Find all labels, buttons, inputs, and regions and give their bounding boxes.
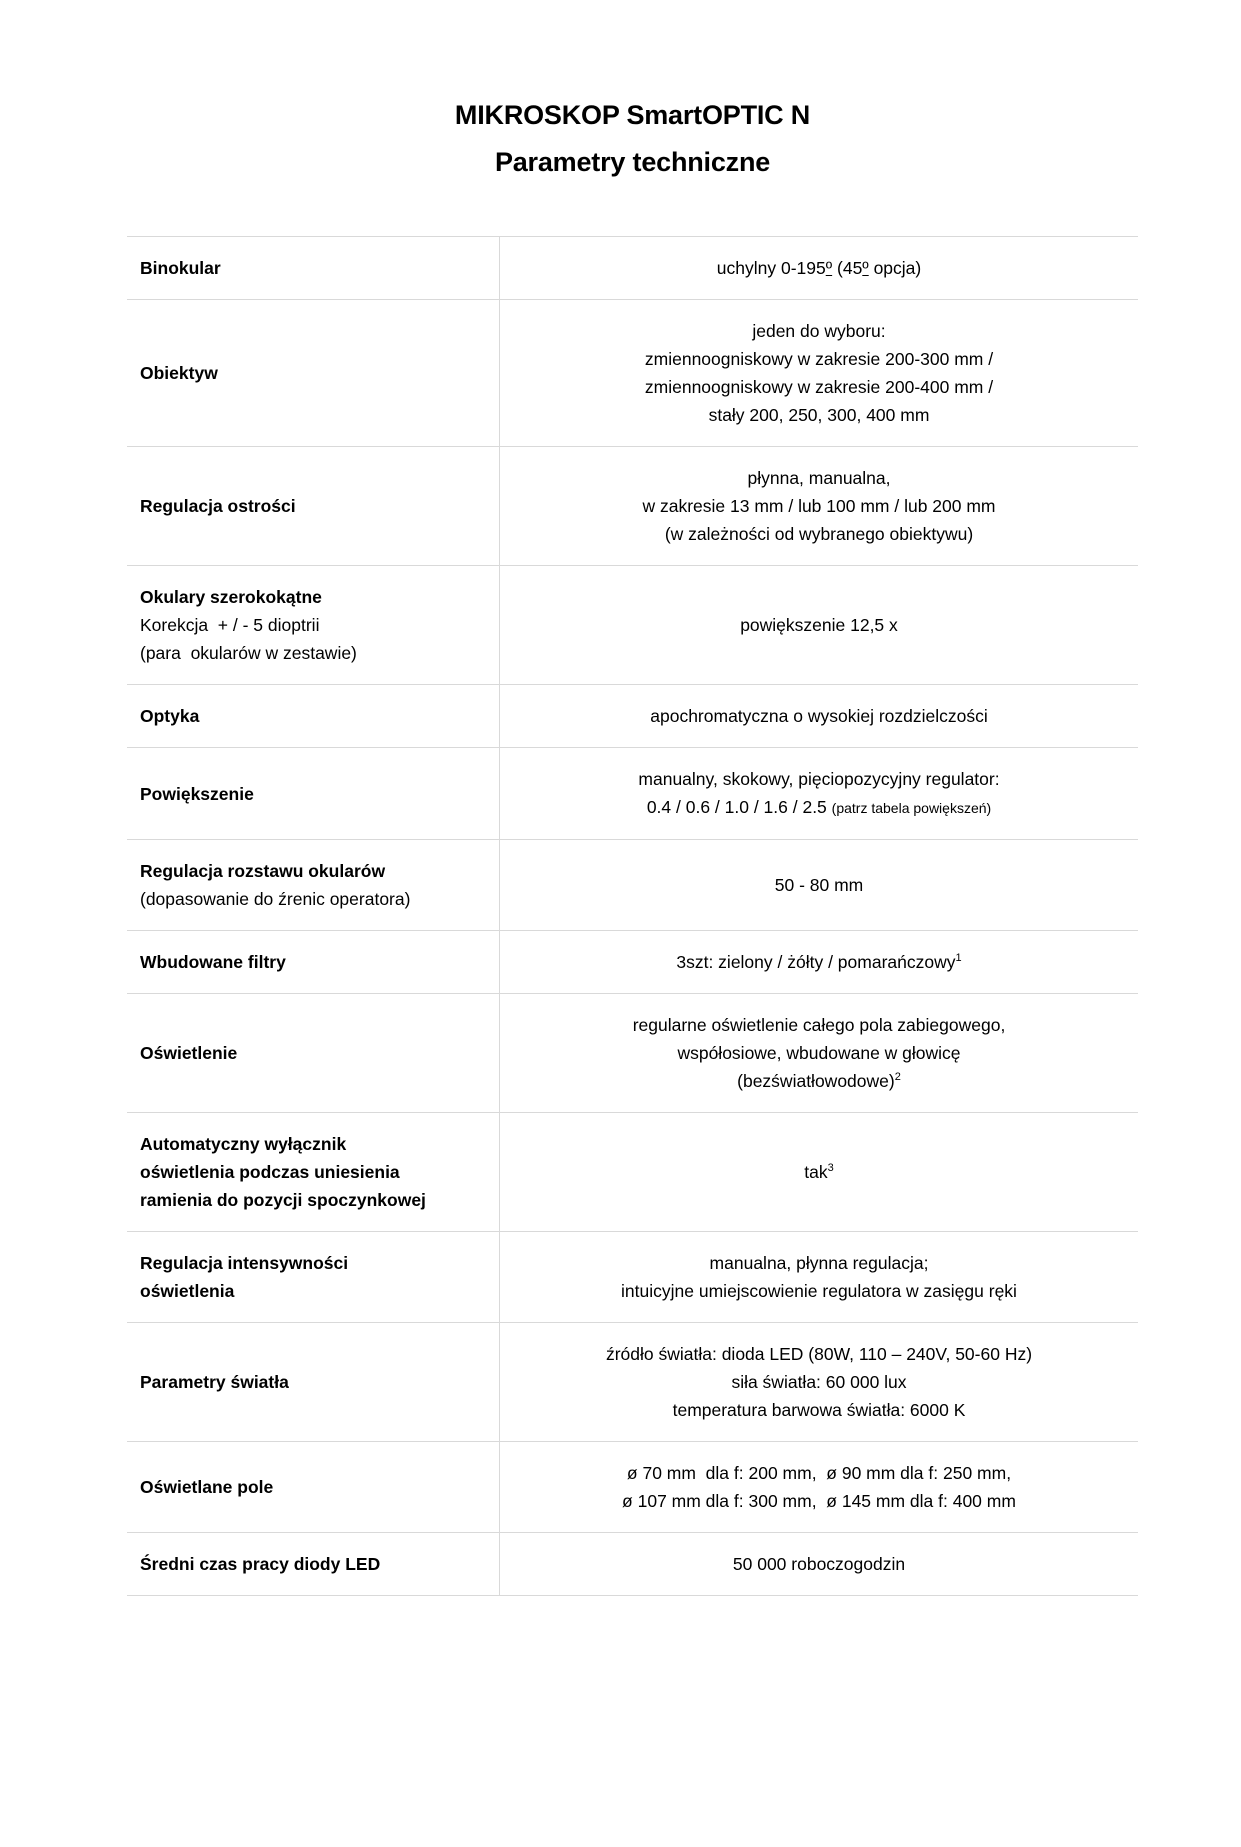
spec-value-cell — [500, 748, 1138, 839]
value-text: ø 107 mm dla f: 300 mm, ø 145 mm dla f: 400 mm — [622, 1491, 1016, 1511]
table-row — [127, 1112, 1138, 1231]
spec-label-cell — [127, 685, 500, 747]
spec-value-line — [508, 1459, 1130, 1487]
spec-value-line — [508, 765, 1130, 793]
value-text: regularne oświetlenie całego pola zabiegowego, — [632, 1015, 1006, 1035]
spec-label-line: Regulacja intensywności — [140, 1253, 349, 1273]
spec-table — [127, 236, 1138, 1596]
spec-label-cell — [127, 931, 500, 993]
spec-value-line — [508, 1067, 1130, 1095]
value-text: powiększenie 12,5 x — [740, 615, 898, 635]
spec-label-cell — [127, 1442, 500, 1532]
value-text: (w zależności od wybranego obiektywu) — [664, 524, 974, 544]
spec-label-line: Okulary szerokokątne — [140, 587, 322, 607]
spec-label-cell — [127, 1323, 500, 1441]
spec-value-cell — [500, 840, 1138, 930]
spec-value-line — [508, 1340, 1130, 1368]
spec-value-line — [508, 492, 1130, 520]
value-text: siła światła: 60 000 lux — [731, 1372, 907, 1392]
spec-value-line — [508, 948, 1130, 976]
value-text: temperatura barwowa światła: 6000 K — [672, 1400, 966, 1420]
spec-label-cell — [127, 994, 500, 1112]
spec-value-cell — [500, 994, 1138, 1112]
spec-label-line: Binokular — [140, 258, 221, 278]
spec-label-cell — [127, 566, 500, 684]
table-row — [127, 236, 1138, 299]
spec-value-line — [508, 793, 1130, 822]
value-text: 50 - 80 mm — [774, 875, 864, 895]
document-title-block — [127, 92, 1138, 186]
spec-value-line — [508, 345, 1130, 373]
value-text: jeden do wyboru: — [752, 321, 886, 341]
value-text: intuicyjne umiejscowienie regulatora w zasięgu ręki — [621, 1281, 1017, 1301]
spec-value-cell — [500, 237, 1138, 299]
spec-value-line — [508, 1396, 1130, 1424]
value-text: manualna, płynna regulacja; — [709, 1253, 929, 1273]
table-row — [127, 1441, 1138, 1532]
spec-value-line — [508, 1277, 1130, 1305]
spec-label-line: ramienia do pozycji spoczynkowej — [140, 1190, 426, 1210]
table-row — [127, 565, 1138, 684]
spec-value-line — [508, 1487, 1130, 1515]
table-row — [127, 930, 1138, 993]
spec-value-cell — [500, 566, 1138, 684]
value-text: płynna, manualna, — [747, 468, 891, 488]
spec-label-cell — [127, 840, 500, 930]
table-row — [127, 299, 1138, 446]
spec-label-line: Wbudowane filtry — [140, 952, 286, 972]
value-text: w zakresie 13 mm / lub 100 mm / lub 200 mm — [642, 496, 996, 516]
spec-label-cell — [127, 1232, 500, 1322]
value-text: 0.4 / 0.6 / 1.0 / 1.6 / 2.5 — [646, 797, 832, 817]
spec-label-line: Automatyczny wyłącznik — [140, 1134, 347, 1154]
spec-value-line — [508, 401, 1130, 429]
table-row — [127, 993, 1138, 1112]
table-row — [127, 1231, 1138, 1322]
spec-label-cell — [127, 748, 500, 839]
spec-value-cell — [500, 447, 1138, 565]
spec-value-line — [508, 1011, 1130, 1039]
spec-label-line: (para okularów w zestawie) — [140, 643, 357, 663]
spec-label-line: Regulacja ostrości — [140, 496, 296, 516]
value-text: (bezświatłowodowe) — [737, 1071, 895, 1091]
value-text: 3szt: zielony / żółty / pomarańczowy — [676, 952, 956, 972]
spec-label-line: Regulacja rozstawu okularów — [140, 861, 386, 881]
document-subtitle: Parametry techniczne — [494, 147, 771, 177]
spec-label-line: Optyka — [140, 706, 200, 726]
superscript-footnote-marker: 1 — [955, 952, 962, 965]
spec-value-line — [508, 373, 1130, 401]
superscript-footnote-marker: 3 — [827, 1162, 834, 1175]
spec-value-line — [508, 464, 1130, 492]
spec-value-cell — [500, 1113, 1138, 1231]
value-text: (45 — [832, 258, 863, 278]
spec-value-cell — [500, 685, 1138, 747]
spec-label-line: Powiększenie — [140, 783, 254, 804]
value-text: współosiowe, wbudowane w głowicę — [677, 1043, 961, 1063]
spec-value-line — [508, 1039, 1130, 1067]
value-text: źródło światła: dioda LED (80W, 110 – 240V, 50-60 Hz) — [605, 1344, 1033, 1364]
spec-value-cell — [500, 1533, 1138, 1595]
spec-label-line: Oświetlane pole — [140, 1477, 274, 1497]
value-text: stały 200, 250, 300, 400 mm — [708, 405, 930, 425]
spec-value-line — [508, 1550, 1130, 1578]
superscript-footnote-marker: 2 — [894, 1071, 901, 1084]
spec-value-line — [508, 1158, 1130, 1186]
value-text: manualny, skokowy, pięciopozycyjny regulator: — [638, 769, 1000, 789]
value-text: 50 000 roboczogodzin — [732, 1554, 906, 1574]
table-row — [127, 1532, 1138, 1595]
spec-value-line — [508, 1249, 1130, 1277]
spec-value-line — [508, 317, 1130, 345]
spec-label-cell — [127, 237, 500, 299]
spec-value-cell — [500, 300, 1138, 446]
spec-value-line — [508, 1368, 1130, 1396]
spec-label-line: oświetlenia — [140, 1281, 235, 1301]
spec-label-cell — [127, 300, 500, 446]
spec-value-cell — [500, 931, 1138, 993]
spec-value-cell — [500, 1232, 1138, 1322]
spec-label-line: (dopasowanie do źrenic operatora) — [140, 889, 411, 909]
spec-label-line: oświetlenia podczas uniesienia — [140, 1162, 400, 1182]
spec-value-line — [508, 520, 1130, 548]
spec-label-cell — [127, 1533, 500, 1595]
spec-value-cell — [500, 1323, 1138, 1441]
document-title: MIKROSKOP SmartOPTIC N — [454, 100, 811, 130]
value-text: opcja) — [868, 258, 922, 278]
spec-label-cell — [127, 447, 500, 565]
spec-label-line: Parametry światła — [140, 1372, 289, 1392]
spec-value-line — [508, 254, 1130, 282]
spec-label-line: Oświetlenie — [140, 1043, 238, 1063]
value-text: º — [862, 258, 869, 278]
value-text: (patrz tabela powiększeń) — [831, 800, 992, 816]
table-row — [127, 839, 1138, 930]
value-text: ø 70 mm dla f: 200 mm, ø 90 mm dla f: 250 mm, — [626, 1463, 1012, 1483]
spec-label-line: Obiektyw — [140, 363, 218, 383]
spec-value-line — [508, 871, 1130, 899]
document-page — [127, 92, 1138, 1596]
spec-value-cell — [500, 1442, 1138, 1532]
spec-label-line: Średni czas pracy diody LED — [140, 1554, 381, 1574]
value-text: uchylny 0-195 — [716, 258, 826, 278]
value-text: zmiennoogniskowy w zakresie 200-300 mm / — [644, 349, 994, 369]
spec-label-cell — [127, 1113, 500, 1231]
table-row — [127, 747, 1138, 839]
spec-label-line: Korekcja + / - 5 dioptrii — [140, 615, 320, 635]
spec-value-line — [508, 702, 1130, 730]
table-row — [127, 684, 1138, 747]
value-text: zmiennoogniskowy w zakresie 200-400 mm / — [644, 377, 994, 397]
value-text: tak — [804, 1162, 828, 1182]
spec-value-line — [508, 611, 1130, 639]
table-row — [127, 446, 1138, 565]
table-row — [127, 1322, 1138, 1441]
value-text: º — [825, 258, 833, 278]
value-text: apochromatyczna o wysokiej rozdzielczości — [650, 706, 988, 726]
